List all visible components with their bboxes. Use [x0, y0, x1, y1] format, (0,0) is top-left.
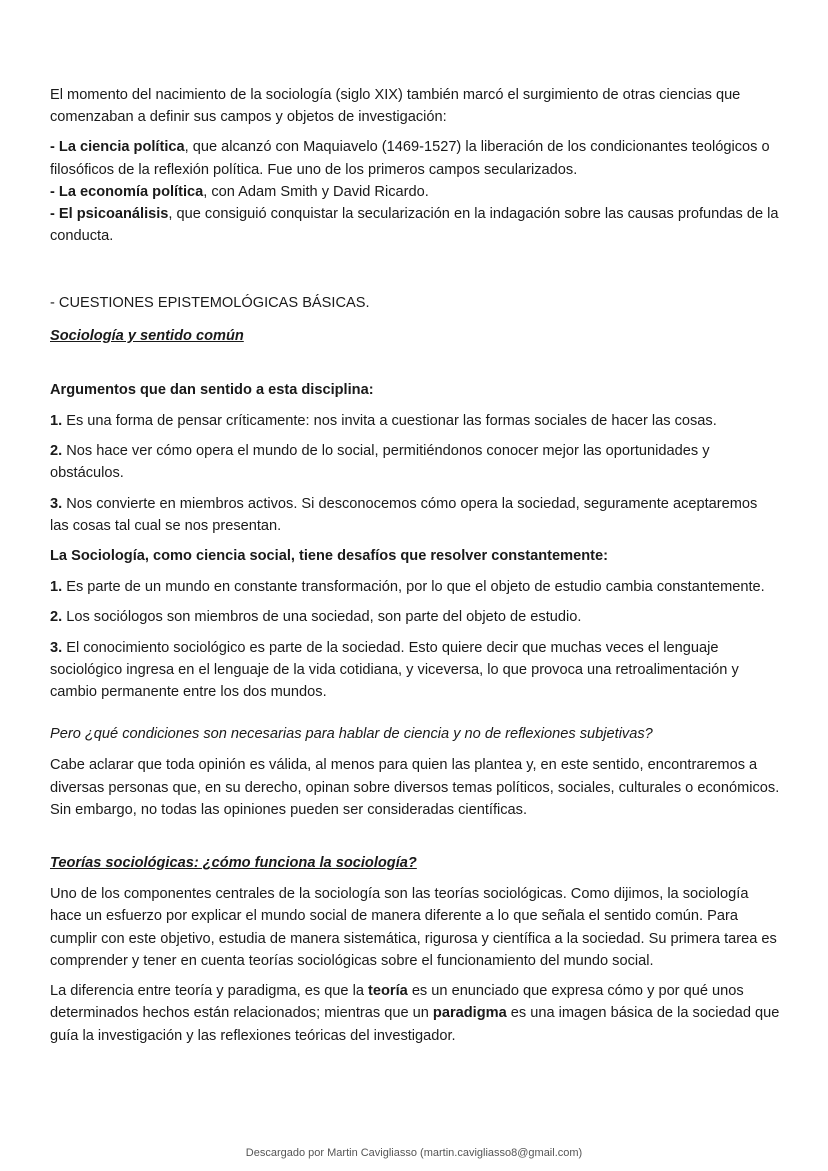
subsection-heading-sentido-comun: Sociología y sentido común	[50, 327, 244, 344]
theories-paragraph: Uno de los componentes centrales de la sociología son las teorías sociológicas. Como dijimos, la sociología hace un esfuerzo por explicar el mundo social de manera diferente a lo que señala el sentido común. Para cumplir con este objetivo, estudia de manera sistemática, rigurosa y científica a la sociedad. Su primera tarea es comprender y tener en cuenta teorías sociológicas sobre el funcionamiento del mundo social.	[50, 886, 777, 969]
science-name: - La economía política	[50, 183, 204, 200]
science-description: , que alcanzó con Maquiavelo (1469-1527) la liberación de los condicionantes teológicos o filosóficos de la reflexión política. Fue uno de los primeros campos secularizados.	[50, 139, 770, 178]
science-description: , que consiguió conquistar la secularización en la indagación sobre las causas profundas de la conducta.	[50, 206, 779, 245]
challenge-item	[50, 576, 780, 598]
science-item	[50, 136, 780, 180]
argument-item	[50, 410, 780, 432]
item-text: Es una forma de pensar críticamente: nos invita a cuestionar las formas sociales de hacer las cosas.	[62, 413, 717, 430]
item-text: Nos hace ver cómo opera el mundo de lo social, permitiéndonos conocer mejor las oportunidades y obstáculos.	[50, 443, 710, 482]
item-text: Los sociólogos son miembros de una sociedad, son parte del objeto de estudio.	[62, 609, 582, 626]
science-item	[50, 181, 780, 203]
argument-item	[50, 440, 780, 484]
item-number: 3.	[50, 495, 63, 512]
document-body	[50, 84, 780, 1047]
subsection-heading-teorias: Teorías sociológicas: ¿cómo funciona la sociología?	[50, 855, 417, 872]
science-description: , con Adam Smith y David Ricardo.	[203, 183, 429, 200]
term-teoria: teoría	[368, 983, 408, 1000]
opinion-paragraph: Cabe aclarar que toda opinión es válida, al menos para quien las plantea y, en este sentido, encontraremos a diversas personas que, en su derecho, opinan sobre diversos temas políticos, sociales, culturales o económicos. Sin embargo, no todas las opiniones pueden ser consideradas científicas.	[50, 757, 780, 818]
challenges-title: La Sociología, como ciencia social, tiene desafíos que resolver constantemente:	[50, 548, 608, 565]
item-text: El conocimiento sociológico es parte de la sociedad. Esto quiere decir que muchas veces el lenguaje sociológico ingresa en el lenguaje de la vida cotidiana, y viceversa, lo que provoca una retroalimentación y cambio permanente entre los dos mundos.	[50, 639, 739, 701]
question-line: Pero ¿qué condiciones son necesarias para hablar de ciencia y no de reflexiones subjetivas?	[50, 726, 653, 743]
arguments-title: Argumentos que dan sentido a esta disciplina:	[50, 381, 374, 398]
section-title: - CUESTIONES EPISTEMOLÓGICAS BÁSICAS.	[50, 295, 370, 312]
argument-item	[50, 493, 780, 537]
item-number: 3.	[50, 639, 63, 656]
intro-paragraph: El momento del nacimiento de la sociología (siglo XIX) también marcó el surgimiento de otras ciencias que comenzaban a definir sus campos y objetos de investigación:	[50, 87, 741, 126]
item-text: Es parte de un mundo en constante transformación, por lo que el objeto de estudio cambia constantemente.	[62, 579, 765, 596]
text-run: es un enunciado que expresa cómo y por qué unos determinados hechos están relacionados; mientras que un	[50, 983, 744, 1022]
difference-paragraph	[50, 980, 780, 1047]
science-item	[50, 203, 780, 247]
challenge-item	[50, 606, 780, 628]
item-number: 1.	[50, 579, 63, 596]
challenge-item	[50, 637, 780, 704]
term-paradigma: paradigma	[432, 1005, 507, 1022]
item-number: 2.	[50, 443, 63, 460]
text-run: La diferencia entre teoría y paradigma, es que la	[50, 983, 369, 1000]
item-text: Nos convierte en miembros activos. Si desconocemos cómo opera la sociedad, seguramente aceptaremos las cosas tal cual se nos presentan.	[50, 495, 758, 534]
item-number: 2.	[50, 609, 63, 626]
item-number: 1.	[50, 413, 63, 430]
download-footer: Descargado por Martin Cavigliasso (martin.cavigliasso8@gmail.com)	[245, 1147, 583, 1159]
text-run: es una imagen básica de la sociedad que guía la investigación y las reflexiones teóricas del investigador.	[50, 1005, 780, 1044]
science-name: - El psicoanálisis	[50, 206, 169, 223]
science-name: - La ciencia política	[50, 139, 185, 156]
